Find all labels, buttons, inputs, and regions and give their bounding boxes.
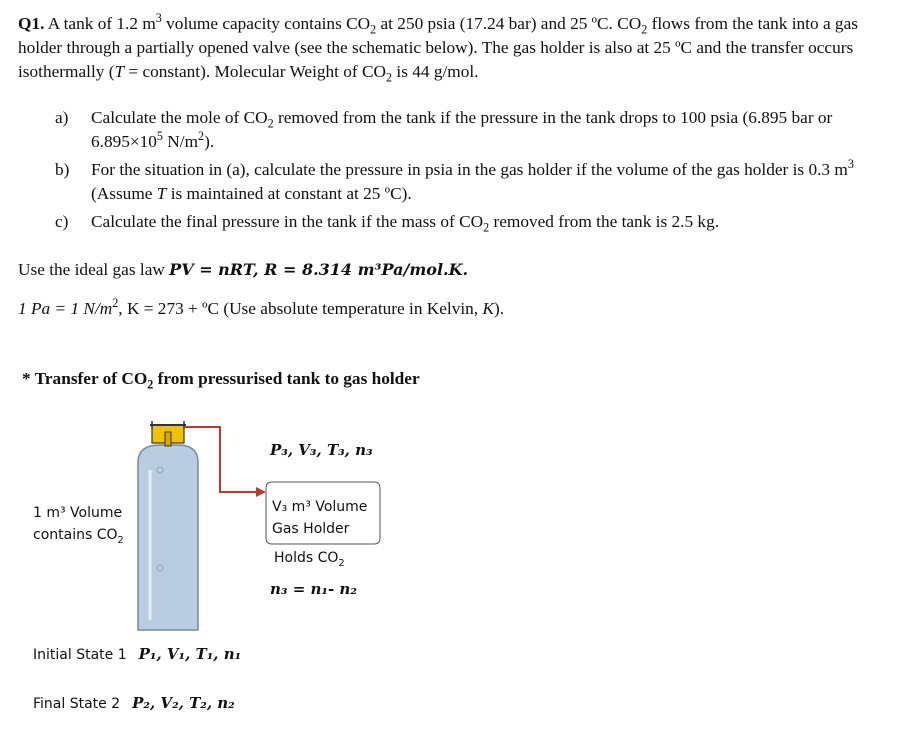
- intro-text-5: = constant). Molecular Weight of CO: [124, 62, 387, 81]
- kelvin-text: , K = 273 + ºC (Use absolute temperature in Kelvin,: [118, 299, 483, 318]
- part-a-text-1: Calculate the mole of CO: [91, 108, 268, 127]
- part-a-sup-3: 2: [198, 129, 205, 144]
- holder-label: [272, 496, 367, 540]
- initial-state: [33, 645, 241, 663]
- initial-state-vars: P₁, V₁, T₁, n₁: [138, 645, 242, 663]
- intro-text-3: at 250 psia (17.24 bar) and 25 ºC. CO: [376, 14, 642, 33]
- final-state-vars: P₂, V₂, T₂, n₂: [132, 694, 235, 712]
- part-a-text-4: ).: [204, 132, 215, 151]
- caption-sub: 2: [147, 377, 154, 392]
- final-state-label: Final State 2: [33, 696, 121, 712]
- tank-volume-label: 1 m³ Volume: [33, 505, 123, 521]
- holder-name-label: Gas Holder: [272, 521, 350, 537]
- intro-text-2: volume capacity contains CO: [161, 14, 371, 33]
- holder-volume-label: V₃ m³ Volume: [272, 499, 368, 515]
- caption-text-2: from pressurised tank to gas holder: [153, 369, 420, 388]
- part-b-label: b): [55, 160, 70, 179]
- intro-text-1: A tank of 1.2 m: [44, 14, 156, 33]
- intro-sub: 2: [370, 22, 377, 37]
- question-label: Q1.: [18, 14, 45, 33]
- part-b-text-3: is maintained at constant at 25 ºC).: [166, 184, 412, 203]
- part-c-sub-1: 2: [483, 220, 490, 235]
- gas-cylinder: [138, 445, 198, 630]
- kelvin-end: ).: [493, 299, 505, 318]
- part-a-label: a): [55, 108, 69, 127]
- caption-text: * Transfer of CO: [22, 369, 148, 388]
- intro-text-4: flows from the tank into a gas holder through a partially opened valve (see the schematic below). The gas holder is also at 25 ºC and the transfer occurs isothermally (: [18, 14, 858, 81]
- ideal-gas-prefix: Use the ideal gas law: [18, 260, 170, 279]
- ideal-gas-equation: PV = nRT, R = 8.314 m³Pa/mol.K.: [169, 260, 469, 279]
- part-b-sup-1: 3: [847, 157, 854, 172]
- tank-contents-label: [33, 524, 124, 546]
- intro-sup: 3: [155, 11, 162, 26]
- part-b-text-1: For the situation in (a), calculate the pressure in psia in the gas holder if the volume of the gas holder is 0.3 m: [91, 160, 848, 179]
- final-state: [33, 694, 235, 712]
- part-c-text-2: removed from the tank is 2.5 kg.: [489, 212, 720, 231]
- part-a-sup-2: 5: [156, 129, 163, 144]
- part-a-text-2: removed from the tank if the pressure in the tank drops to 100 psia (6.895 bar or 6.895×10: [91, 108, 833, 151]
- tank-label: [33, 502, 124, 546]
- tank-contents-sub: 2: [117, 534, 124, 546]
- holder-state-vars: P₃, V₃, T₃, n₃: [270, 441, 373, 459]
- valve-stem: [165, 432, 171, 446]
- intro-T: T: [114, 62, 125, 81]
- part-b-T: T: [156, 184, 167, 203]
- initial-state-label: Initial State 1: [33, 647, 127, 663]
- pa-sup: 2: [112, 296, 119, 311]
- part-c-label: c): [55, 212, 69, 231]
- pa-definition: 1 Pa = 1 N/m: [18, 299, 113, 318]
- part-a-sub-1: 2: [267, 116, 274, 131]
- holds-text: Holds CO: [274, 550, 339, 566]
- holds-label: [274, 550, 345, 569]
- part-c-text-1: Calculate the final pressure in the tank if the mass of CO: [91, 212, 484, 231]
- n3-equation: n₃ = n₁- n₂: [270, 580, 357, 598]
- holds-sub: 2: [338, 557, 345, 569]
- kelvin-symbol: K: [482, 299, 494, 318]
- part-a-text-3: N/m: [162, 132, 199, 151]
- intro-sub-b: 2: [641, 22, 648, 37]
- pipe-arrowhead: [256, 487, 266, 497]
- intro-text-6: is 44 g/mol.: [392, 62, 479, 81]
- tank-contents-text: contains CO: [33, 527, 118, 543]
- intro-sub-c: 2: [386, 70, 393, 85]
- part-b-text-2: (Assume: [91, 184, 157, 203]
